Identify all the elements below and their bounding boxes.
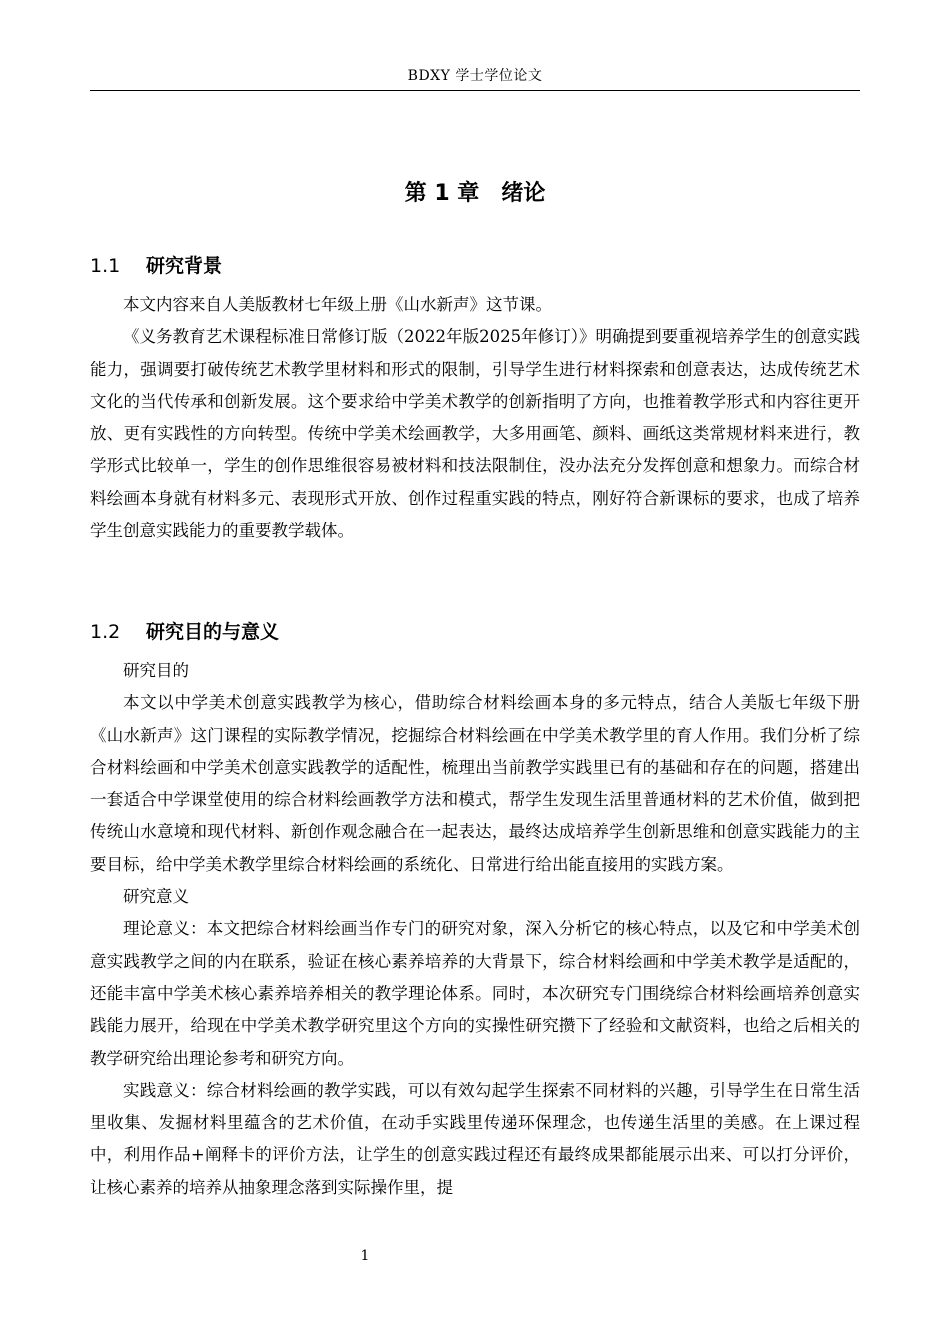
paragraph: 本文内容来自人美版教材七年级上册《山水新声》这节课。 bbox=[123, 295, 552, 314]
section-number: 1.1 bbox=[90, 255, 121, 277]
chapter-number: 第 1 章 bbox=[404, 181, 480, 206]
section-heading-1-1 bbox=[90, 252, 222, 280]
paragraph: 实践意义：综合材料绘画的教学实践，可以有效勾起学生探索不同材料的兴趣，引导学生在日常生活里收集、发掘材料里蕴含的艺术价值，在动手实践里传递环保理念，也传递生活里的美感。在上课过程中，利用作品+阐释卡的评价方法，让学生的创意实践过程还有最终成果都能展示出来、可以打分评价，让核心素养的培养从抽象理念落到实际操作里，提 bbox=[90, 1080, 860, 1197]
paragraph: 理论意义：本文把综合材料绘画当作专门的研究对象，深入分析它的核心特点，以及它和中学美术创意实践教学之间的内在联系，验证在核心素养培养的大背景下，综合材料绘画和中学美术教学是适配的，还能丰富中学美术核心素养培养相关的教学理论体系。同时，本次研究专门围绕综合材料绘画培养创意实践能力展开，给现在中学美术教学研究里这个方向的实操性研究攒下了经验和文献资料，也给之后相关的教学研究给出理论参考和研究方向。 bbox=[90, 919, 860, 1068]
subheading-significance: 研究意义 bbox=[123, 887, 189, 907]
section-title: 研究背景 bbox=[146, 255, 223, 277]
running-header bbox=[90, 66, 860, 91]
paragraph: 本文以中学美术创意实践教学为核心，借助综合材料绘画本身的多元特点，结合人美版七年级下册《山水新声》这门课程的实际教学情况，挖掘综合材料绘画在中学美术教学里的育人作用。我们分析了综合材料绘画和中学美术创意实践教学的适配性，梳理出当前教学实践里已有的基础和存在的问题，搭建出一套适合中学课堂使用的综合材料绘画教学方法和模式，帮学生发现生活里普通材料的艺术价值，做到把传统山水意境和现代材料、新创作观念融合在一起表达，最终达成培养学生创新思维和创意实践能力的主要目标，给中学美术教学里综合材料绘画的系统化、日常进行给出能直接用的实践方案。 bbox=[90, 693, 860, 874]
section-heading-1-2 bbox=[90, 618, 279, 646]
running-header-title: BDXY 学士学位论文 bbox=[407, 68, 543, 84]
section-number: 1.2 bbox=[90, 621, 121, 643]
chapter-title bbox=[0, 178, 950, 210]
chapter-name: 绪论 bbox=[501, 181, 546, 206]
paragraph: 《义务教育艺术课程标准日常修订版（2022年版2025年修订）》明确提到要重视培养学生的创意实践能力，强调要打破传统艺术教学里材料和形式的限制，引导学生进行材料探索和创意表达，达成传统艺术文化的当代传承和创新发展。这个要求给中学美术教学的创新指明了方向，也推着教学形式和内容往更开放、更有实践性的方向转型。传统中学美术绘画教学，大多用画笔、颜料、画纸这类常规材料来进行，教学形式比较单一，学生的创作思维很容易被材料和技法限制住，没办法充分发挥创意和想象力。而综合材料绘画本身就有材料多元、表现形式开放、创作过程重实践的特点，刚好符合新课标的要求，也成了培养学生创意实践能力的重要教学载体。 bbox=[90, 327, 860, 541]
section-title: 研究目的与意义 bbox=[146, 621, 280, 643]
section-1-2-body bbox=[90, 655, 860, 1204]
subheading-purpose: 研究目的 bbox=[123, 661, 189, 680]
page-number: 1 bbox=[360, 1248, 370, 1264]
section-1-1-body bbox=[90, 289, 860, 547]
